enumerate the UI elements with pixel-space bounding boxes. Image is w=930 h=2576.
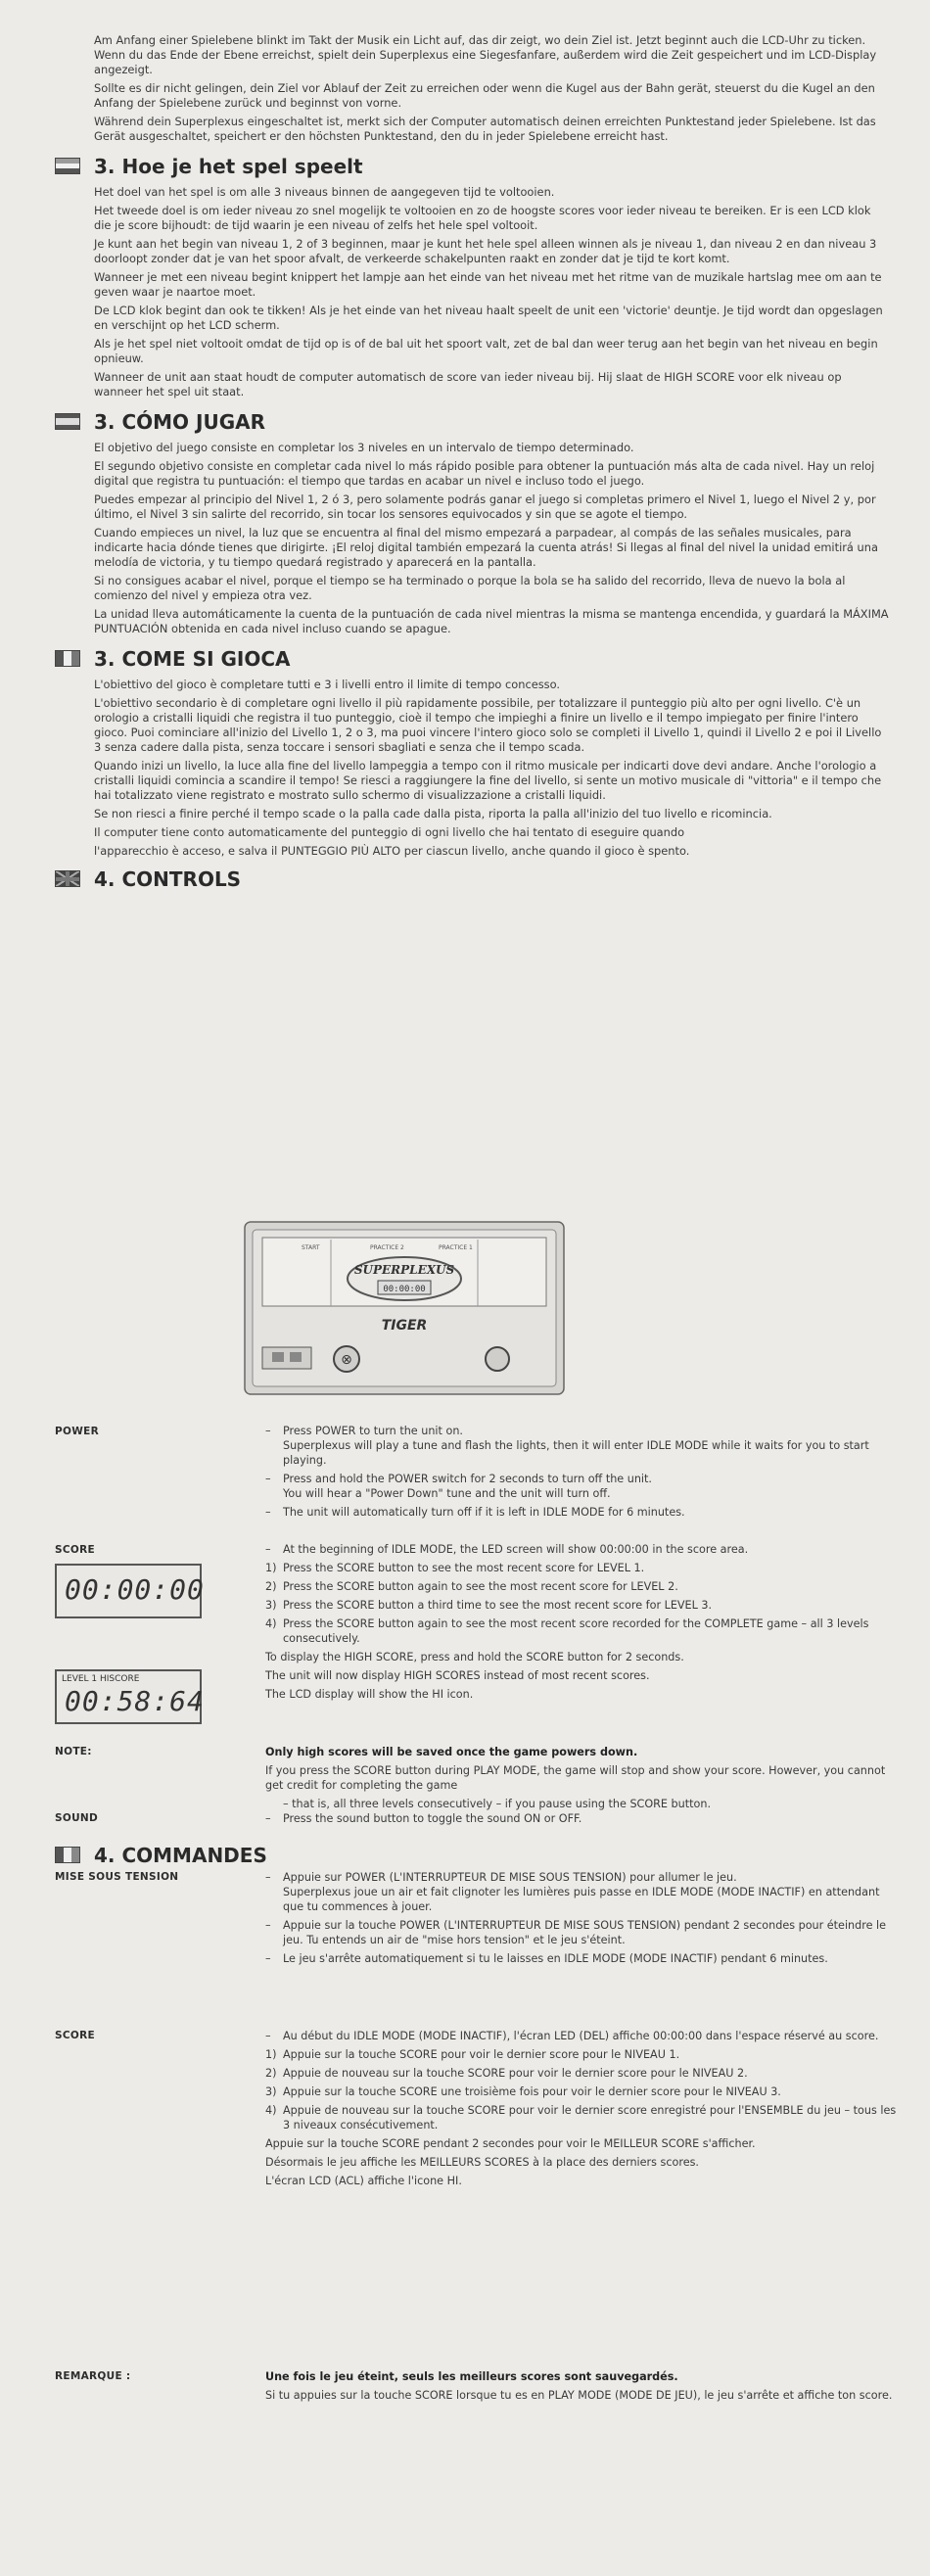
section-it [55,646,891,672]
section-en [55,866,891,892]
it-paragraph: L'obiettivo del gioco è completare tutti e 3 i livelli entro il limite di tempo concesso. [94,678,560,691]
power-label: MISE SOUS TENSION [55,1871,179,1883]
es-paragraph: El objetivo del juego consiste en completar los 3 niveles en un intervalo de tiempo determinado. [94,441,634,454]
it-paragraph: Il computer tiene conto automaticamente del punteggio di ogni livello che hai tentato di eseguire quando [94,825,685,839]
note-bold: Only high scores will be saved once the game powers down. [265,1746,638,1758]
note-bold: Une fois le jeu éteint, seuls les meilleurs scores sont sauvegardés. [265,2370,678,2383]
instruction: – Press and hold the POWER switch for 2 seconds to turn off the unit. You will hear a "Power Down" tune and the unit will turn off. [265,1473,652,1500]
de-paragraph: Sollte es dir nicht gelingen, dein Ziel vor Ablauf der Zeit zu erreichen oder wenn die Kugel aus der Bahn gerät, steuerst du die Kugel an den Anfang der Spielebene zurück und beginnst von vorne. [94,81,875,110]
instruction: – Au début du IDLE MODE (MODE INACTIF), l'écran LED (DEL) affiche 00:00:00 dans l'espace réservé au score. [265,2030,879,2042]
note-fr [55,2369,897,2407]
de-paragraph: Während dein Superplexus eingeschaltet ist, merkt sich der Computer automatisch deinen erreichten Punktestand jeder Spielebene. Ist das Gerät ausgeschaltet, speichert er den höchsten Punktestand, den du in jeder Spielebene erreicht hast. [94,115,876,143]
instruction: Désormais le jeu affiche les MEILLEURS SCORES à la place des derniers scores. [265,2156,699,2169]
instruction: – Le jeu s'arrête automatiquement si tu le laisses en IDLE MODE (MODE INACTIF) pendant 6 minutes. [265,1952,828,1965]
note-label: REMARQUE : [55,2370,131,2382]
numbered-step: 4) Press the SCORE button again to see the most recent score recorded for the COMPLETE game – all 3 levels consecutively. [265,1617,869,1645]
instruction: – that is, all three levels consecutively – if you pause using the SCORE button. [283,1798,712,1810]
it-paragraph: Se non riesci a finire perché il tempo scade o la palla cade dalla pista, riporta la palla all'inizio del tuo livello e ricomincia. [94,807,772,820]
instruction: If you press the SCORE button during PLAY MODE, the game will stop and show your score. However, you cannot get credit for completing the game [265,1764,886,1792]
es-paragraph: El segundo objetivo consiste en completar cada nivel lo más rápido posible para obtener la puntuación más alta de cada nivel. Hay un reloj digital que registra tu puntuación: el tiempo que tardas en acabar un nivel e incluso todo el juego. [94,459,875,488]
netherlands-flag-icon [55,158,80,174]
instruction: – At the beginning of IDLE MODE, the LED screen will show 00:00:00 in the score area. [265,1543,749,1556]
sound-en [55,1811,897,1830]
france-flag-icon [55,1847,80,1863]
game-device-illustration [243,1220,566,1396]
lcd-hiscore-display: LEVEL 1 HISCORE 00:58:64 [55,1669,202,1724]
device-brand-label: SUPERPLEXUS [353,1263,455,1277]
uk-flag-icon [55,870,80,887]
section-es [55,409,891,435]
controls-fr [55,1870,897,1970]
score-label: SCORE [55,1544,95,1556]
nl-paragraph: Het doel van het spel is om alle 3 niveaus binnen de aangegeven tijd te voltooien. [94,185,555,199]
section-nl [55,154,891,179]
numbered-step: 2) Appuie de nouveau sur la touche SCORE pour voir le dernier score pour le NIVEAU 2. [265,2067,748,2080]
numbered-step: 1) Appuie sur la touche SCORE pour voir le dernier score pour le NIVEAU 1. [265,2048,680,2061]
device-display: 00:00:00 [383,1285,426,1294]
numbered-step: 2) Press the SCORE button again to see the most recent score for LEVEL 2. [265,1580,678,1593]
es-paragraph: La unidad lleva automáticamente la cuenta de la puntuación de cada nivel mientras la misma se mantenga encendida, y guardará la MÁXIMA PUNTUACIÓN obtenida en cada nivel incluso cuando se apague. [94,607,889,635]
nl-paragraph: Het tweede doel is om ieder niveau zo snel mogelijk te voltooien en zo de hoogste scores voor ieder niveau te bereiken. Er is een LCD klok die je score bijhoudt: de tijd waarin je een niveau of zelfs het hele spel voltooit. [94,204,871,232]
svg-text:PRACTICE 1: PRACTICE 1 [439,1244,473,1251]
section-title: 3. Hoe je het spel speelt [94,155,363,178]
score-en [55,1542,897,1717]
svg-text:PRACTICE 2: PRACTICE 2 [370,1244,404,1251]
it-paragraph: Quando inizi un livello, la luce alla fine del livello lampeggia a tempo con il ritmo musicale per indicarti dove devi andare. Anche l'orologio a cristalli liquidi comincia a scandire il tempo! Se riesci a raggiungere la fine del livello, si sente un motivo musicale di "vittoria" e il tempo che hai totalizzato viene registrato e mostrato sullo schermo di visualizzazione a cristalli liquidi. [94,759,882,802]
instruction: – Press the sound button to toggle the sound ON or OFF. [265,1812,582,1825]
instruction: – Press POWER to turn the unit on. Superplexus will play a tune and flash the lights, then it will enter IDLE MODE while it waits for you to start playing. [265,1425,869,1467]
instruction: Appuie sur la touche SCORE pendant 2 secondes pour voir le MEILLEUR SCORE s'afficher. [265,2137,756,2150]
score-label: SCORE [55,2030,95,2041]
section-title: 4. CONTROLS [94,867,242,891]
es-paragraph: Puedes empezar al principio del Nivel 1, 2 ó 3, pero solamente podrás ganar el juego si completas primero el Nivel 1, luego el Nivel 2 y, por último, el Nivel 3 sin salirte del recorrido, sin tocar los sensores equivocados y sin que se agote el tiempo. [94,492,876,521]
instruction: – The unit will automatically turn off if it is left in IDLE MODE for 6 minutes. [265,1506,685,1519]
device-maker-label: TIGER [381,1318,428,1334]
note-label: NOTE: [55,1746,92,1757]
es-paragraph: Si no consigues acabar el nivel, porque el tiempo se ha terminado o porque la bola se ha salido del recorrido, lleva de nuevo la bola al comienzo del nivel y empieza otra vez. [94,574,846,602]
es-paragraph: Cuando empieces un nivel, la luz que se encuentra al final del mismo empezará a parpadear, al compás de las señales musicales, para indicarte hacia dónde tienes que dirigirte. ¡El reloj digital también empezará la cuenta atrás! Si llegas al final del nivel la unidad emitirá una melodía de victoria, y tu tiempo quedará registrado y aparecerá en la pantalla. [94,526,878,569]
instruction: L'écran LCD (ACL) affiche l'icone HI. [265,2175,462,2187]
nl-paragraph: De LCD klok begint dan ook te tikken! Als je het einde van het niveau haalt speelt de unit een 'victorie' deuntje. Je tijd wordt dan opgeslagen en verschijnt op het LCD scherm. [94,304,883,332]
instruction: To display the HIGH SCORE, press and hold the SCORE button for 2 seconds. [265,1651,684,1663]
nl-paragraph: Als je het spel niet voltooit omdat de tijd op is of de bal uit het spoort valt, zet de bal dan weer terug aan het begin van het niveau en begin opnieuw. [94,337,878,365]
power-label: POWER [55,1426,99,1437]
note-en [55,1745,897,1815]
it-paragraph: l'apparecchio è acceso, e salva il PUNTEGGIO PIÙ ALTO per ciascun livello, anche quando il gioco è spento. [94,844,690,858]
controls-en [55,1418,897,1523]
instruction: The LCD display will show the HI icon. [265,1688,474,1701]
section-title: 3. COME SI GIOCA [94,647,291,671]
instruction: – Appuie sur la touche POWER (L'INTERRUPTEUR DE MISE SOUS TENSION) pendant 2 secondes pour éteindre le jeu. Tu entends un air de "mise hors tension" et le jeu s'éteint. [265,1919,887,1946]
numbered-step: 4) Appuie de nouveau sur la touche SCORE pour voir le dernier score enregistré pour l'ENSEMBLE du jeu – tous les 3 niveaux consécutivement. [265,2104,897,2131]
section-title: 3. CÓMO JUGAR [94,410,265,434]
nl-paragraph: Wanneer de unit aan staat houdt de computer automatisch de score van ieder niveau bij. Hij slaat de HIGH SCORE voor elk niveau op wanneer het spel uit staat. [94,370,842,398]
section-fr [55,1843,897,1868]
numbered-step: 1) Press the SCORE button to see the most recent score for LEVEL 1. [265,1562,645,1574]
numbered-step: 3) Press the SCORE button a third time to see the most recent score for LEVEL 3. [265,1599,713,1612]
numbered-step: 3) Appuie sur la touche SCORE une troisième fois pour voir le dernier score pour le NIVEAU 3. [265,2085,781,2098]
svg-text:START: START [302,1244,320,1251]
nl-paragraph: Wanneer je met een niveau begint knippert het lampje aan het einde van het niveau met het ritme van de muzikale hartslag mee om aan te geven waar je naartoe moet. [94,270,882,299]
italy-flag-icon [55,650,80,667]
score-fr [55,2029,897,2192]
de-paragraph: Am Anfang einer Spielebene blinkt im Takt der Musik ein Licht auf, das dir zeigt, wo dein Ziel ist. Jetzt beginnt auch die LCD-Uhr zu ticken. Wenn du das Ende der Ebene erreichst, spielt dein Superplexus eine Siegesfanfare, außerdem wird die Zeit gespeichert und im LCD-Display angezeigt. [94,33,877,76]
spain-flag-icon [55,413,80,430]
instruction: The unit will now display HIGH SCORES instead of most recent scores. [265,1669,650,1682]
instruction: – Appuie sur POWER (L'INTERRUPTEUR DE MISE SOUS TENSION) pour allumer le jeu. Superplexus joue un air et fait clignoter les lumières puis passe en IDLE MODE (MODE INACTIF) en attendant que tu commences à jouer. [265,1871,880,1913]
nl-paragraph: Je kunt aan het begin van niveau 1, 2 of 3 beginnen, maar je kunt het hele spel alleen winnen als je niveau 1, dan niveau 2 en dan niveau 3 doorloopt zonder dat je van het spoor afvalt, de verkeerde schakelpunten raakt en zonder dat je tijd te kort komt. [94,237,877,265]
sound-label: SOUND [55,1812,99,1824]
it-paragraph: L'obiettivo secondario è di completare ogni livello il più rapidamente possibile, per totalizzare il punteggio più alto per ogni livello. C'è un orologio a cristalli liquidi che registra il tuo punteggio, cioè il tempo che impieghi a finire un livello e il tempo impiegato per finire l'intero gioco. Puoi cominciare all'inizio del Livello 1, 2 o 3, ma puoi vincere l'intero gioco solo se completi il Livello 1, quindi il Livello 2 e poi il Livello 3 senza cadere dalla pista, senza toccare i sensori sbagliati e senza che il tempo scada. [94,696,882,754]
lcd-score-display: 00:00:00 [55,1564,202,1618]
svg-text:⊗: ⊗ [341,1352,352,1368]
section-title: 4. COMMANDES [94,1844,267,1867]
instruction: Si tu appuies sur la touche SCORE lorsque tu es en PLAY MODE (MODE DE JEU), le jeu s'arrête et affiche ton score. [265,2389,893,2402]
